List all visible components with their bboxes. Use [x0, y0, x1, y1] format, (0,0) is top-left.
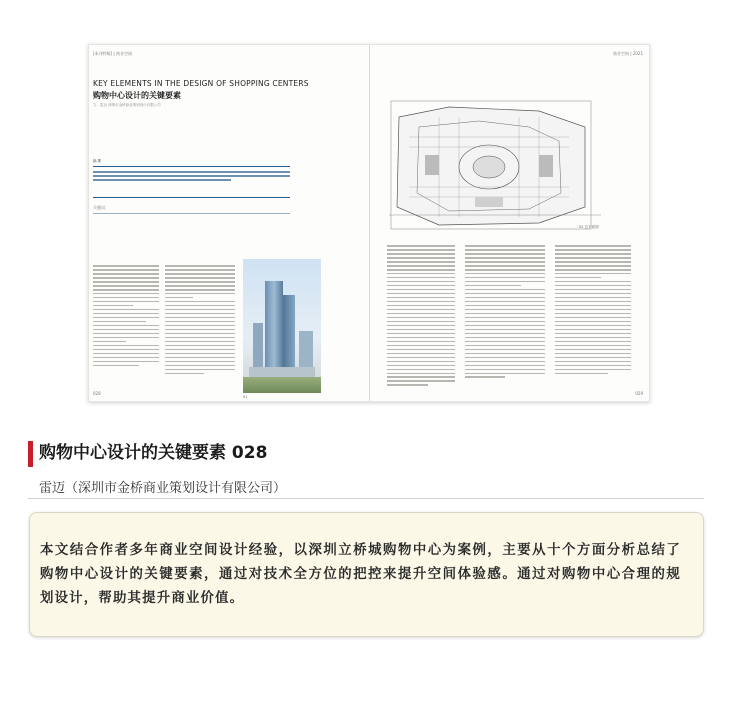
abstract-label: 摘 要	[93, 159, 102, 163]
shopping-center-photo	[243, 259, 321, 393]
article-author-small: 文：雷迈 深圳市金桥商业策划设计有限公司	[93, 103, 161, 107]
right-page-column-3	[555, 245, 631, 376]
photo-caption: 01	[243, 395, 248, 399]
magazine-spread-image	[88, 44, 650, 402]
page-number-right: 029	[635, 391, 643, 396]
page-number-left: 028	[93, 391, 101, 396]
plan-caption: 02 总平面图	[579, 225, 599, 229]
right-page-column-1	[387, 245, 455, 388]
left-page-column-2	[165, 265, 235, 377]
keywords-rule	[93, 213, 290, 214]
abstract-top-rule	[93, 166, 290, 167]
site-plan-drawing	[389, 97, 601, 233]
abstract-text: 本文结合作者多年商业空间设计经验，以深圳立桥城购物中心为案例，主要从十个方面分析总结了购物中心设计的关键要素，通过对技术全方位的把控来提升空间体验感。通过对购物中心合理的规划设计，帮助其提升商业价值。	[40, 543, 681, 606]
article-title: 购物中心设计的关键要素 028	[39, 443, 268, 463]
abstract-box	[29, 512, 704, 637]
right-page-header: 商业空间 | 2021	[612, 51, 643, 56]
right-page-column-2	[465, 245, 545, 380]
author-divider	[28, 498, 704, 499]
left-page-column-1	[93, 265, 159, 369]
abstract-bottom-rule	[93, 197, 290, 198]
left-page-header: [本刊特稿] | 商业空间	[93, 51, 133, 56]
keywords-label: 关键词：	[93, 205, 109, 210]
title-accent-bar	[28, 441, 33, 467]
spread-gutter	[369, 45, 370, 401]
abstract-text-lines	[93, 171, 290, 183]
article-title-en: KEY ELEMENTS IN THE DESIGN OF SHOPPING CENTERS	[93, 79, 309, 88]
article-title-cn: 购物中心设计的关键要素	[93, 91, 181, 100]
article-author: 雷迈（深圳市金桥商业策划设计有限公司）	[39, 481, 287, 496]
